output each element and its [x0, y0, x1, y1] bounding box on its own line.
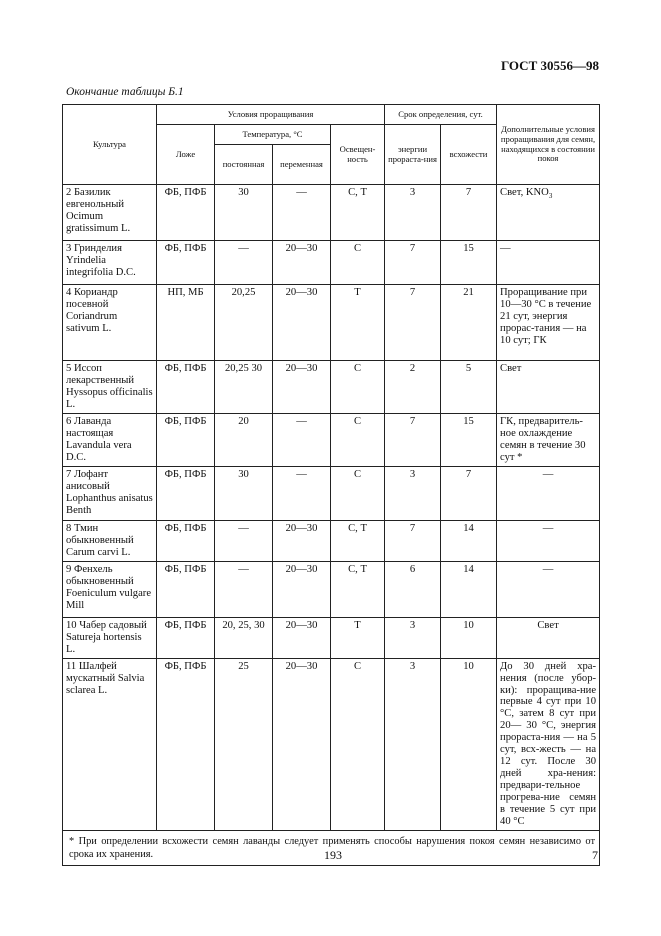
- table-row: [63, 285, 600, 361]
- energy-cell: 3: [385, 185, 441, 241]
- energy-cell: 3: [385, 466, 441, 520]
- bed-cell: ФБ, ПФБ: [157, 413, 215, 466]
- culture-cell: 9 Фенхель обыкновенный Foeniculum vulgare Mill: [63, 561, 157, 617]
- culture-cell: 6 Лаванда настоящая Lavandula vera D.C.: [63, 413, 157, 466]
- bed-cell: НП, МБ: [157, 285, 215, 361]
- culture-cell: 2 Базилик евгенольный Ocimum gratissimum L.: [63, 185, 157, 241]
- col-germination: всхожести: [441, 125, 497, 185]
- extra-cell: Свет: [497, 361, 600, 414]
- variable-cell: 20—30: [273, 241, 331, 285]
- extra-cell: —: [497, 241, 600, 285]
- sheet-number: 7: [592, 848, 598, 862]
- energy-cell: 7: [385, 520, 441, 561]
- extra-cell: —: [497, 520, 600, 561]
- constant-cell: 30: [215, 185, 273, 241]
- constant-cell: —: [215, 520, 273, 561]
- variable-cell: 20—30: [273, 617, 331, 658]
- col-bed: Ложе: [157, 125, 215, 185]
- extra-cell: —: [497, 466, 600, 520]
- constant-cell: 20: [215, 413, 273, 466]
- bed-cell: ФБ, ПФБ: [157, 241, 215, 285]
- culture-cell: 4 Кориандр посевной Coriandrum sativum L.: [63, 285, 157, 361]
- bed-cell: ФБ, ПФБ: [157, 617, 215, 658]
- page-number: 193: [324, 848, 342, 862]
- extra-text: Свет, KNO: [500, 187, 549, 198]
- bed-cell: ФБ, ПФБ: [157, 561, 215, 617]
- energy-cell: 6: [385, 561, 441, 617]
- variable-cell: —: [273, 185, 331, 241]
- constant-cell: 20,25: [215, 285, 273, 361]
- light-cell: С: [331, 413, 385, 466]
- constant-cell: 20, 25, 30: [215, 617, 273, 658]
- germ-cell: 7: [441, 185, 497, 241]
- col-energy: энергии прораста-ния: [385, 125, 441, 185]
- standard-code: ГОСТ 30556—98: [500, 58, 599, 73]
- germ-cell: 21: [441, 285, 497, 361]
- germination-table: [62, 104, 600, 866]
- germ-cell: 14: [441, 561, 497, 617]
- culture-cell: 10 Чабер садовый Satureja hortensis L.: [63, 617, 157, 658]
- col-extra: Дополнительные условия проращивания для семян, находящихся в состоянии покоя: [497, 105, 600, 185]
- bed-cell: ФБ, ПФБ: [157, 520, 215, 561]
- light-cell: С, Т: [331, 561, 385, 617]
- light-cell: С: [331, 658, 385, 831]
- extra-cell: До 30 дней хра-нения (после убор-ки): проращива-ние первые 4 сут при 10 °С, затем 8 сут при 20— 30 °С, энергия прораста-ния — на 5 сут, всх-жесть — на 12 сут. После 30 дней хра-нения: предвари-тельное прогрева-ние семян в течение 5 сут при 40 °С: [497, 658, 600, 831]
- table-row: [63, 185, 600, 241]
- light-cell: С: [331, 466, 385, 520]
- col-temperature: Температура, °С: [215, 125, 331, 145]
- germ-cell: 14: [441, 520, 497, 561]
- constant-cell: 30: [215, 466, 273, 520]
- germ-cell: 15: [441, 241, 497, 285]
- variable-cell: 20—30: [273, 561, 331, 617]
- bed-cell: ФБ, ПФБ: [157, 658, 215, 831]
- energy-cell: 7: [385, 413, 441, 466]
- light-cell: С, Т: [331, 520, 385, 561]
- extra-subscript: 3: [548, 192, 553, 201]
- extra-cell: ГК, предваритель-ное охлаждение семян в течение 30 сут *: [497, 413, 600, 466]
- variable-cell: 20—30: [273, 361, 331, 414]
- table-row: [63, 413, 600, 466]
- light-cell: С: [331, 361, 385, 414]
- table-row: [63, 561, 600, 617]
- germ-cell: 7: [441, 466, 497, 520]
- culture-cell: 7 Лофант анисовый Lophanthus anisatus Benth: [63, 466, 157, 520]
- germ-cell: 10: [441, 658, 497, 831]
- variable-cell: 20—30: [273, 658, 331, 831]
- germ-cell: 5: [441, 361, 497, 414]
- table-row: [63, 361, 600, 414]
- table-row: [63, 520, 600, 561]
- energy-cell: 2: [385, 361, 441, 414]
- constant-cell: —: [215, 561, 273, 617]
- light-cell: Т: [331, 617, 385, 658]
- extra-cell: [497, 185, 600, 241]
- culture-cell: 5 Иссоп лекарственный Hyssopus officinalis L.: [63, 361, 157, 414]
- col-culture: Культура: [63, 105, 157, 185]
- bed-cell: ФБ, ПФБ: [157, 466, 215, 520]
- extra-cell: Проращивание при 10—30 °С в течение 21 сут, энергия прорас-тания — на 10 сут; ГК: [497, 285, 600, 361]
- variable-cell: —: [273, 466, 331, 520]
- variable-cell: 20—30: [273, 520, 331, 561]
- table-row: [63, 241, 600, 285]
- germ-cell: 15: [441, 413, 497, 466]
- light-cell: Т: [331, 285, 385, 361]
- constant-cell: —: [215, 241, 273, 285]
- constant-cell: 20,25 30: [215, 361, 273, 414]
- bed-cell: ФБ, ПФБ: [157, 361, 215, 414]
- culture-cell: 11 Шалфей мускатный Salvia sclarea L.: [63, 658, 157, 831]
- variable-cell: 20—30: [273, 285, 331, 361]
- energy-cell: 7: [385, 241, 441, 285]
- extra-cell: —: [497, 561, 600, 617]
- extra-cell: Свет: [497, 617, 600, 658]
- culture-cell: 3 Гринделия Yrindelia integrifolia D.C.: [63, 241, 157, 285]
- col-lighting: Освещен-ность: [331, 125, 385, 185]
- variable-cell: —: [273, 413, 331, 466]
- col-variable: переменная: [273, 145, 331, 185]
- table-row: [63, 466, 600, 520]
- constant-cell: 25: [215, 658, 273, 831]
- table-caption: Окончание таблицы Б.1: [66, 86, 184, 98]
- col-term: Срок определения, сут.: [385, 105, 497, 125]
- culture-cell: 8 Тмин обыкновенный Carum carvi L.: [63, 520, 157, 561]
- col-constant: постоянная: [215, 145, 273, 185]
- light-cell: С, Т: [331, 185, 385, 241]
- table-row: [63, 658, 600, 831]
- table-footnote: * При определении всхожести семян лаванды следует применять способы нарушения покоя семян независимо от срока их хранения.: [63, 831, 600, 866]
- energy-cell: 7: [385, 285, 441, 361]
- bed-cell: ФБ, ПФБ: [157, 185, 215, 241]
- light-cell: С: [331, 241, 385, 285]
- col-conditions: Условия проращивания: [157, 105, 385, 125]
- energy-cell: 3: [385, 617, 441, 658]
- table-row: [63, 617, 600, 658]
- germ-cell: 10: [441, 617, 497, 658]
- energy-cell: 3: [385, 658, 441, 831]
